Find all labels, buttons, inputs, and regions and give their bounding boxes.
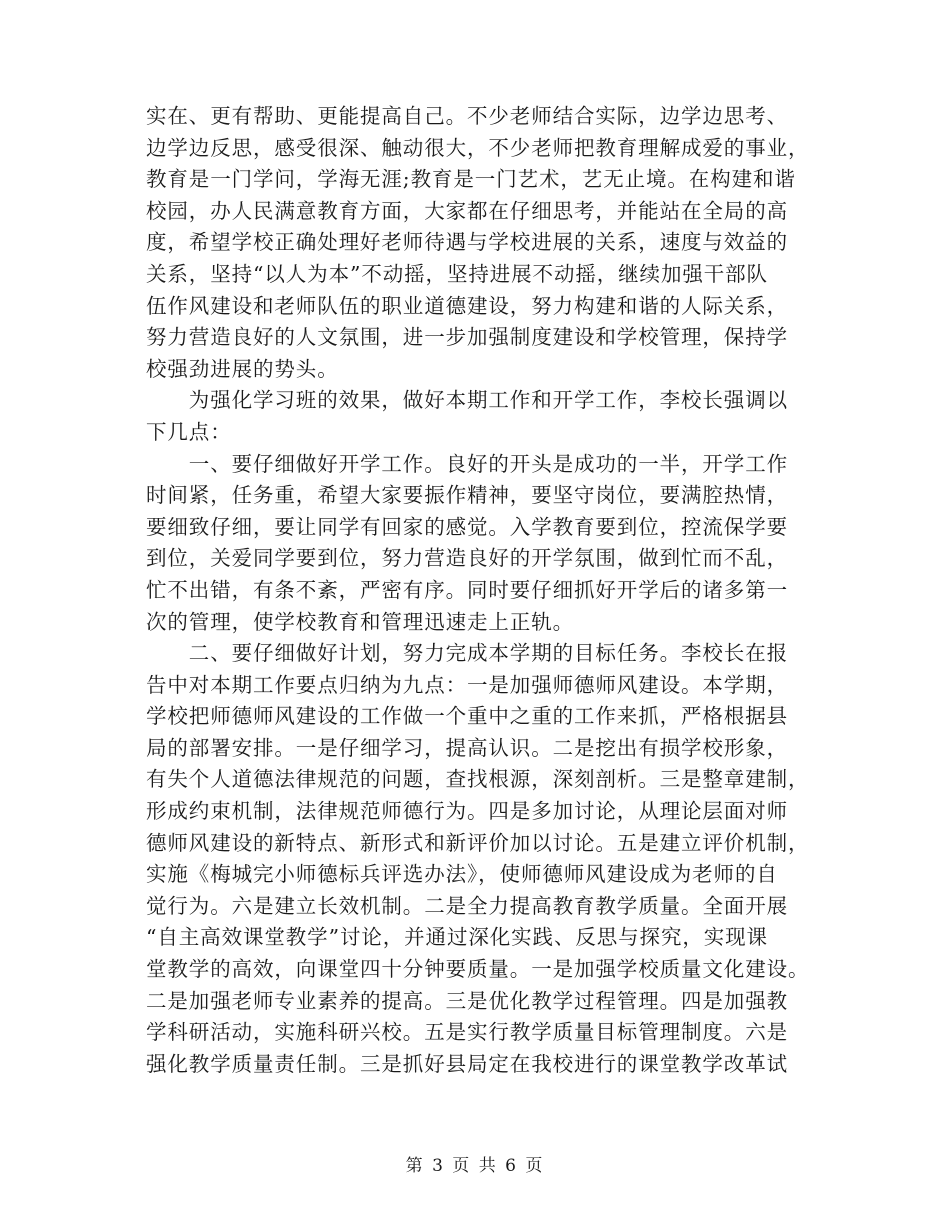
text-line: 局的部署安排。一是仔细学习，提高认识。二是挖出有损学校形象，	[146, 735, 788, 760]
text-line: 德师风建设的新特点、新形式和新评价加以讨论。五是建立评价机制，	[146, 830, 810, 855]
text-line: 校园，办人民满意教育方面，大家都在仔细思考，并能站在全局的高	[146, 198, 788, 223]
text-line: “自主高效课堂教学”讨论，并通过深化实践、反思与探究，实现课	[146, 925, 768, 950]
text-line: 边学边反思，感受很深、触动很大，不少老师把教育理解成爱的事业，	[146, 135, 810, 160]
text-line: 度，希望学校正确处理好老师待遇与学校进展的关系，速度与效益的	[146, 230, 788, 255]
text-line: 强化教学质量责任制。三是抓好县局定在我校进行的课堂教学改革试	[146, 1051, 788, 1076]
text-line: 学科研活动，实施科研兴校。五是实行教学质量目标管理制度。六是	[146, 1020, 788, 1045]
text-line: 时间紧，任务重，希望大家要振作精神，要坚守岗位，要满腔热情，	[146, 483, 788, 508]
text-line: 学校把师德师风建设的工作做一个重中之重的工作来抓，严格根据县	[146, 704, 788, 729]
text-line: 实在、更有帮助、更能提高自己。不少老师结合实际，边学边思考、	[146, 104, 788, 128]
text-line: 实施《梅城完小师德标兵评选办法》，使师德师风建设成为老师的自	[146, 862, 778, 887]
text-line: 告中对本期工作要点归纳为九点：一是加强师德师风建设。本学期，	[146, 672, 788, 697]
document-body	[146, 101, 810, 1080]
text-line: 关系，坚持“以人为本”不动摇，坚持进展不动摇，继续加强干部队	[146, 261, 768, 286]
text-line: 形成约束机制，法律规范师德行为。四是多加讨论，从理论层面对师	[146, 799, 788, 824]
page-number-footer: 第 3 页 共 6 页	[405, 1156, 545, 1176]
text-line: 二、要仔细做好计划，努力完成本学期的目标任务。李校长在报	[146, 641, 788, 666]
text-line: 次的管理，使学校教育和管理迅速走上正轨。	[146, 609, 574, 634]
text-line: 下几点：	[146, 419, 232, 444]
text-line: 觉行为。六是建立长效机制。二是全力提高教育教学质量。全面开展	[146, 893, 788, 918]
text-line: 伍作风建设和老师队伍的职业道德建设，努力构建和谐的人际关系，	[146, 293, 788, 318]
text-line: 一、要仔细做好开学工作。良好的开头是成功的一半，开学工作	[146, 451, 788, 476]
text-line: 要细致仔细，要让同学有回家的感觉。入学教育要到位，控流保学要	[146, 514, 788, 539]
text-line: 二是加强老师专业素养的提高。三是优化教学过程管理。四是加强教	[146, 988, 788, 1013]
text-line: 教育是一门学问，学海无涯;教育是一门艺术，艺无止境。在构建和谐	[146, 167, 796, 192]
text-line: 为强化学习班的效果，做好本期工作和开学工作，李校长强调以	[146, 388, 788, 413]
text-line: 忙不出错，有条不紊，严密有序。同时要仔细抓好开学后的诸多第一	[146, 577, 788, 602]
text-line: 到位，关爱同学要到位，努力营造良好的开学氛围，做到忙而不乱，	[146, 546, 788, 571]
text-line: 有失个人道德法律规范的问题，查找根源，深刻剖析。三是整章建制，	[146, 767, 810, 792]
text-line: 校强劲进展的势头。	[146, 356, 339, 381]
text-line: 堂教学的高效，向课堂四十分钟要质量。一是加强学校质量文化建设。	[146, 957, 810, 982]
text-line: 努力营造良好的人文氛围，进一步加强制度建设和学校管理，保持学	[146, 325, 788, 350]
